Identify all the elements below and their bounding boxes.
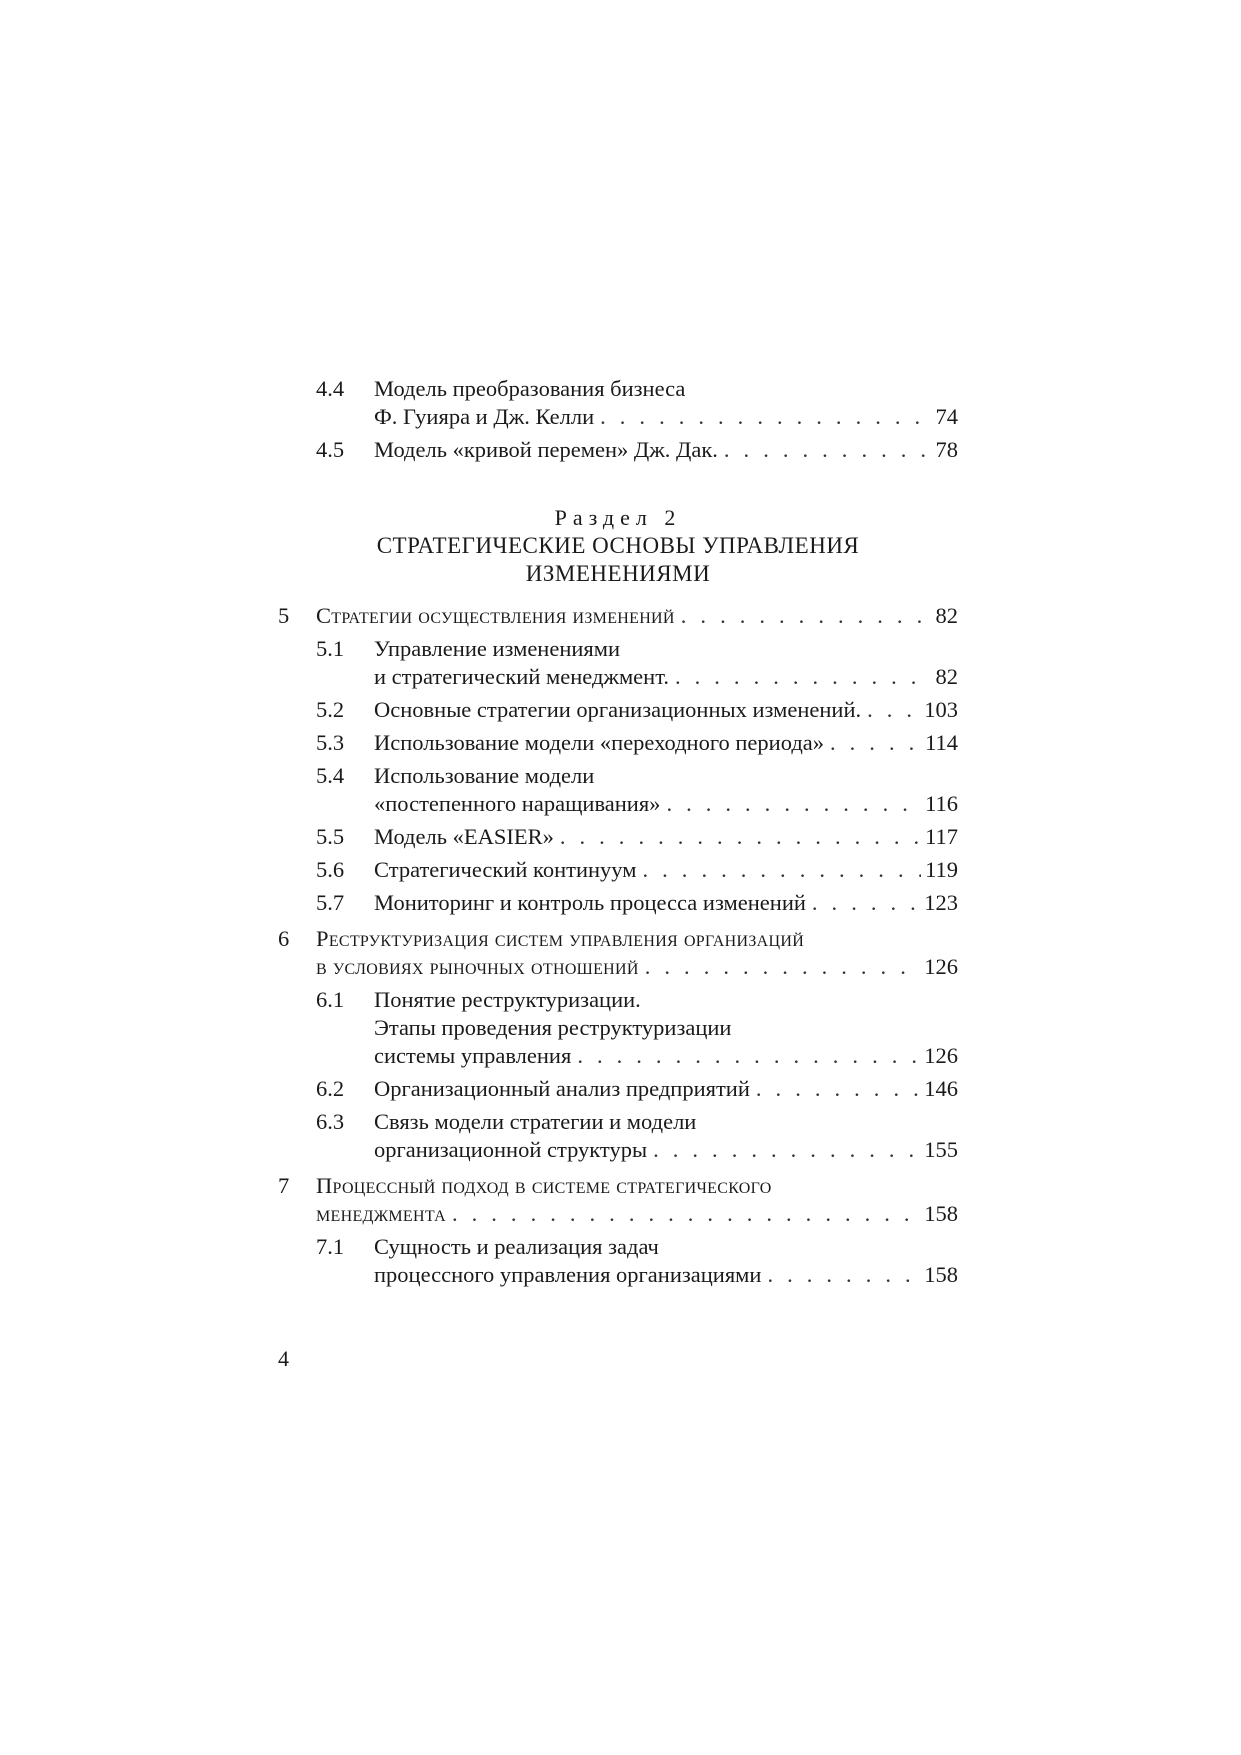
dot-leader (867, 696, 920, 724)
entry-number: 5.7 (316, 890, 345, 915)
entry-title-line: организационной структуры (374, 1137, 648, 1162)
dot-leader (653, 1136, 920, 1164)
entry-title-line: Связь модели стратегии и модели (374, 1109, 697, 1134)
entry-title-line: Использование модели (374, 763, 595, 788)
entry-title-line: системы управления (374, 1043, 572, 1068)
toc-entry-4-4[interactable] (278, 375, 958, 431)
entry-title-line: Понятие реструктуризации. (374, 987, 641, 1012)
toc-entry-6-1[interactable] (278, 986, 958, 1070)
dot-leader (756, 1075, 920, 1103)
entry-title-line: Модель преобразования бизнеса (374, 376, 686, 401)
toc-entry-5-7[interactable] (278, 889, 958, 917)
entry-number: 5.1 (316, 636, 345, 661)
entry-page-number: 82 (935, 664, 958, 689)
toc-entry-7-1[interactable] (278, 1233, 958, 1289)
entry-number: 4.5 (316, 437, 345, 462)
entry-number: 5.6 (316, 857, 345, 882)
toc-entry-6-2[interactable] (278, 1075, 958, 1103)
toc-chapter-5[interactable] (278, 602, 958, 630)
entry-number: 7.1 (316, 1234, 345, 1259)
entry-page-number: 126 (924, 1043, 958, 1068)
toc-entry-5-6[interactable] (278, 856, 958, 884)
chapter-title-line: Реструктуризация систем управления организаций (316, 926, 805, 951)
entry-title-line: Основные стратегии организационных изменений. (374, 697, 862, 722)
entry-page-number: 119 (925, 857, 958, 882)
entry-page-number: 114 (925, 730, 958, 755)
entry-title-line: Мониторинг и контроль процесса изменений (374, 890, 806, 915)
dot-leader (600, 403, 931, 431)
entry-number: 6.1 (316, 987, 345, 1012)
entry-page-number: 146 (924, 1076, 958, 1101)
toc-entry-5-2[interactable] (278, 696, 958, 724)
chapter-title-line: в условиях рыночных отношений (316, 954, 639, 979)
section-title-line: СТРАТЕГИЧЕСКИЕ ОСНОВЫ УПРАВЛЕНИЯ (376, 533, 860, 558)
entry-title-line: Организационный анализ предприятий (374, 1076, 750, 1101)
dot-leader (666, 790, 921, 818)
entry-page-number: 74 (935, 404, 958, 429)
entry-title-line: Стратегический континуум (374, 857, 637, 882)
chapter-page-number: 82 (935, 603, 958, 628)
dot-leader (645, 953, 921, 981)
dot-leader (830, 729, 921, 757)
entry-page-number: 78 (935, 437, 958, 462)
chapter-number: 5 (278, 603, 290, 628)
dot-leader (675, 663, 932, 691)
entry-title-line: Модель «EASIER» (374, 824, 554, 849)
dot-leader (767, 1261, 920, 1289)
entry-page-number: 158 (924, 1262, 958, 1287)
entry-title-line: Этапы проведения реструктуризации (374, 1015, 732, 1040)
entry-page-number: 116 (925, 791, 958, 816)
toc-entry-5-1[interactable] (278, 635, 958, 691)
entry-title-line: процессного управления организациями (374, 1262, 762, 1287)
section-title-line: ИЗМЕНЕНИЯМИ (525, 561, 711, 586)
chapter-title-line: Стратегии осуществления изменений (316, 603, 675, 628)
entry-title-line: Ф. Гуияра и Дж. Келли (374, 404, 595, 429)
table-of-contents (278, 375, 958, 1294)
entry-page-number: 117 (925, 824, 958, 849)
dot-leader (577, 1042, 920, 1070)
entry-page-number: 123 (924, 890, 958, 915)
entry-number: 6.2 (316, 1076, 345, 1101)
toc-chapter-7[interactable] (278, 1172, 958, 1228)
entry-title-line: Модель «кривой перемен» Дж. Дак. (374, 437, 718, 462)
chapter-page-number: 158 (924, 1201, 958, 1226)
toc-entry-5-3[interactable] (278, 729, 958, 757)
entry-number: 5.4 (316, 763, 345, 788)
section-heading (278, 504, 958, 588)
chapter-page-number: 126 (924, 954, 958, 979)
entry-title-line: Сущность и реализация задач (374, 1234, 659, 1259)
chapter-title-line: Процессный подход в системе стратегического (316, 1173, 772, 1198)
dot-leader (643, 856, 922, 884)
toc-entry-4-5[interactable] (278, 436, 958, 464)
entry-title-line: Управление изменениями (374, 636, 621, 661)
toc-entry-5-5[interactable] (278, 823, 958, 851)
chapter-title-line: менеджмента (316, 1201, 446, 1226)
toc-chapter-6[interactable] (278, 925, 958, 981)
entry-number: 6.3 (316, 1109, 345, 1134)
dot-leader (681, 602, 932, 630)
entry-title-line: Использование модели «переходного периода» (374, 730, 824, 755)
entry-number: 5.5 (316, 824, 345, 849)
chapter-number: 6 (278, 926, 290, 951)
dot-leader (812, 889, 920, 917)
entry-title-line: «постепенного наращивания» (374, 791, 661, 816)
chapter-number: 7 (278, 1173, 290, 1198)
entry-number: 5.2 (316, 697, 345, 722)
dot-leader (724, 436, 932, 464)
toc-entry-5-4[interactable] (278, 762, 958, 818)
dot-leader (452, 1200, 920, 1228)
toc-entry-6-3[interactable] (278, 1108, 958, 1164)
entry-page-number: 103 (924, 697, 958, 722)
dot-leader (560, 823, 921, 851)
entry-number: 4.4 (316, 376, 345, 401)
entry-page-number: 155 (924, 1137, 958, 1162)
entry-number: 5.3 (316, 730, 345, 755)
entry-title-line: и стратегический менеджмент. (374, 664, 669, 689)
page-number: 4 (278, 1346, 289, 1371)
section-label: Раздел 2 (554, 505, 682, 530)
